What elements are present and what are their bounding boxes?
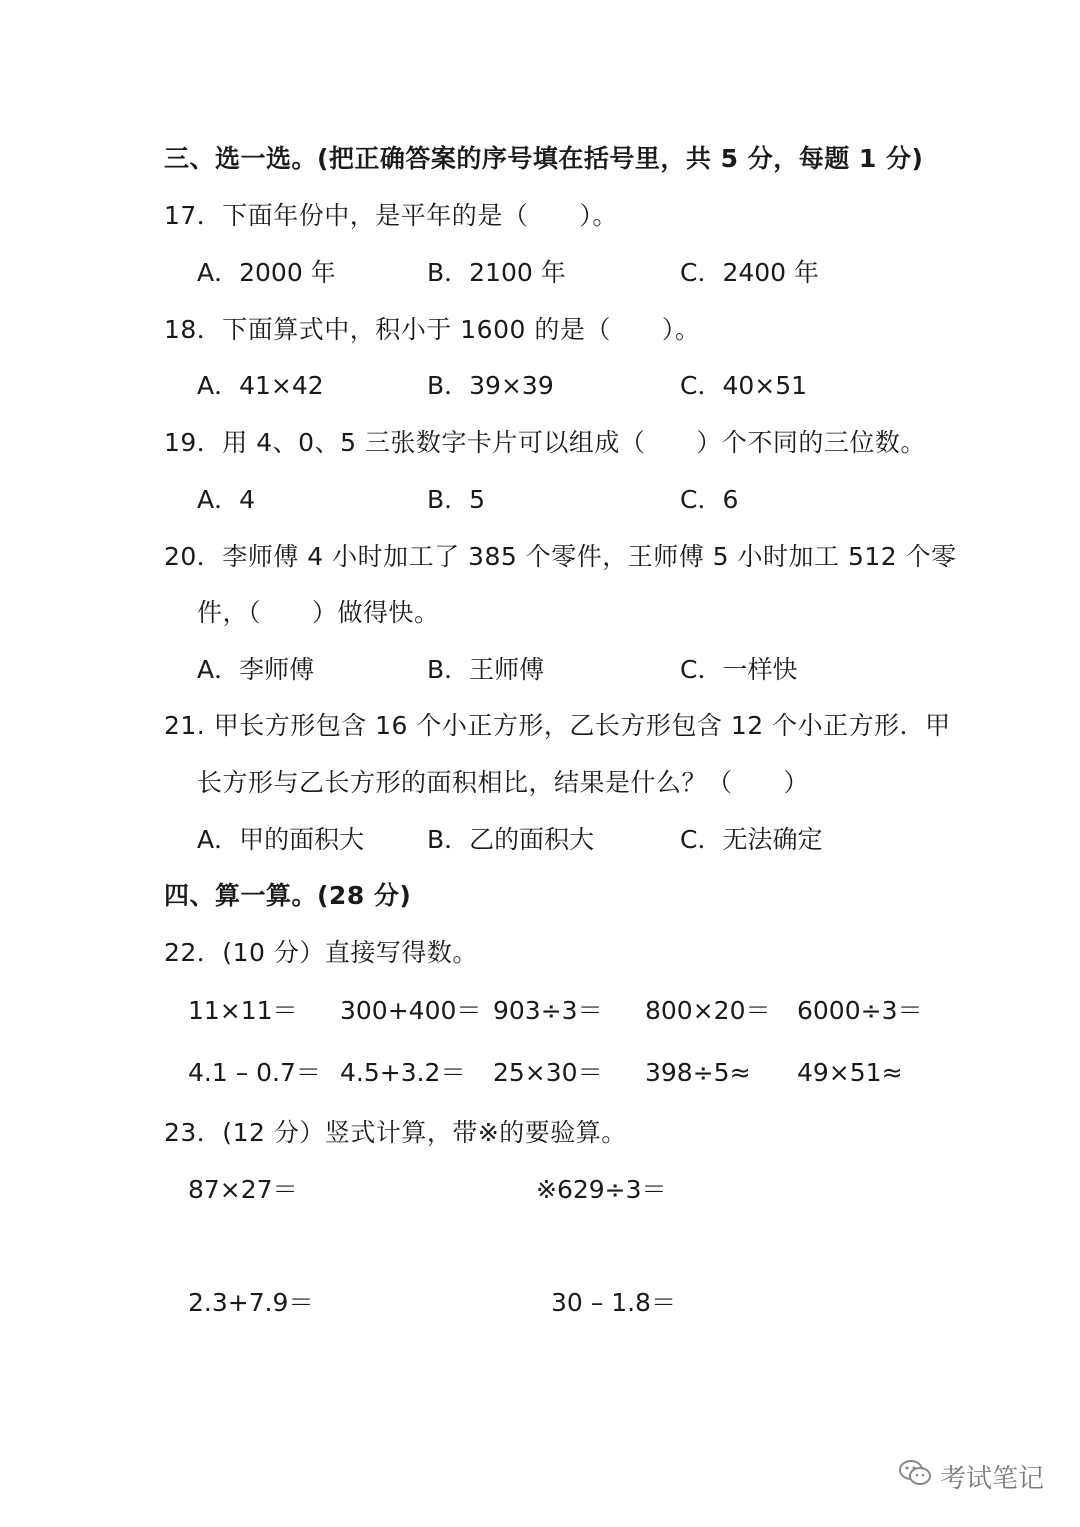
q22-calc-r1c3: 903÷3＝ xyxy=(493,996,603,1025)
question-17-text: 17．下面年份中，是平年的是（ ）。 xyxy=(164,201,618,230)
q22-calc-r1c1: 11×11＝ xyxy=(188,996,298,1025)
q22-calc-r2c5: 49×51≈ xyxy=(797,1058,903,1087)
question-18-option-b: B．39×39 xyxy=(427,371,554,400)
question-22-title: 22．(10 分）直接写得数。 xyxy=(164,938,478,967)
section-heading-choose: 三、选一选。(把正确答案的序号填在括号里，共 5 分，每题 1 分) xyxy=(164,144,924,173)
q23-item-1: 87×27＝ xyxy=(188,1175,298,1204)
q22-calc-r2c1: 4.1 – 0.7＝ xyxy=(188,1058,321,1087)
question-21-text-line2: 长方形与乙长方形的面积相比，结果是什么？（ ） xyxy=(197,768,810,797)
question-19-option-a: A．4 xyxy=(197,485,256,514)
q22-calc-r1c5: 6000÷3＝ xyxy=(797,996,923,1025)
question-20-option-b: B．王师傅 xyxy=(427,655,545,684)
question-17-option-c: C．2400 年 xyxy=(680,258,820,287)
question-17-option-a: A．2000 年 xyxy=(197,258,336,287)
question-23-title: 23．(12 分）竖式计算，带※的要验算。 xyxy=(164,1118,627,1147)
question-20-option-a: A．李师傅 xyxy=(197,655,315,684)
question-19-option-c: C．6 xyxy=(680,485,739,514)
question-18-option-a: A．41×42 xyxy=(197,371,324,400)
question-18-text: 18．下面算式中，积小于 1600 的是（ ）。 xyxy=(164,315,701,344)
question-21-option-b: B．乙的面积大 xyxy=(427,825,595,854)
question-19-text: 19．用 4、0、5 三张数字卡片可以组成（ ）个不同的三位数。 xyxy=(164,428,926,457)
watermark xyxy=(898,1456,1044,1496)
question-19-option-b: B．5 xyxy=(427,485,486,514)
question-21-text-line1: 21. 甲长方形包含 16 个小正方形，乙长方形包含 12 个小正方形．甲 xyxy=(164,711,951,740)
q23-item-2: ※629÷3＝ xyxy=(536,1175,667,1204)
section-heading-calculate: 四、算一算。(28 分) xyxy=(164,881,412,910)
q22-calc-r2c3: 25×30＝ xyxy=(493,1058,603,1087)
q22-calc-r2c2: 4.5+3.2＝ xyxy=(340,1058,466,1087)
q23-item-4: 30 – 1.8＝ xyxy=(551,1288,676,1317)
wechat-icon xyxy=(898,1458,940,1495)
q22-calc-r2c4: 398÷5≈ xyxy=(645,1058,751,1087)
question-20-option-c: C．一样快 xyxy=(680,655,798,684)
q22-calc-r1c2: 300+400＝ xyxy=(340,996,482,1025)
question-21-option-c: C．无法确定 xyxy=(680,825,823,854)
question-18-option-c: C．40×51 xyxy=(680,371,808,400)
question-20-text-line1: 20．李师傅 4 小时加工了 385 个零件，王师傅 5 小时加工 512 个零 xyxy=(164,542,957,571)
watermark-text: 考试笔记 xyxy=(940,1463,1045,1494)
q23-item-3: 2.3+7.9＝ xyxy=(188,1288,314,1317)
q22-calc-r1c4: 800×20＝ xyxy=(645,996,771,1025)
question-17-option-b: B．2100 年 xyxy=(427,258,566,287)
question-21-option-a: A．甲的面积大 xyxy=(197,825,365,854)
question-20-text-line2: 件，（ ）做得快。 xyxy=(197,598,440,627)
